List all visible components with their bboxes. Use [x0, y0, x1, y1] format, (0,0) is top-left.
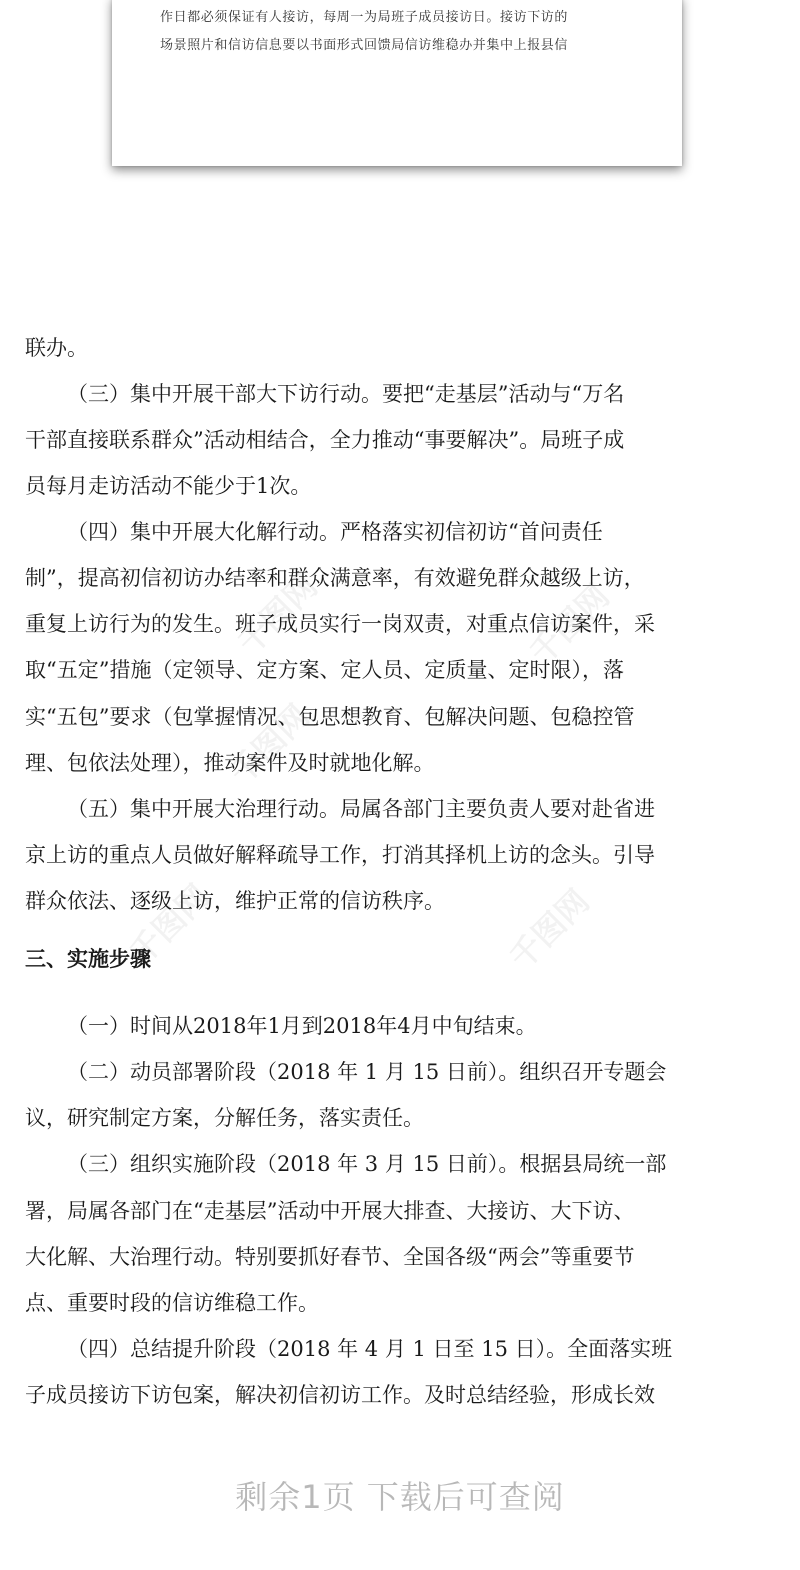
watermark-5: 千图网 [122, 877, 217, 972]
doc-line: （四）集中开展大化解行动。严格落实初信初访“首问责任 [67, 520, 603, 544]
watermark-4: 千图网 [502, 882, 597, 977]
doc-line: 实“五包”要求（包掌握情况、包思想教育、包解决问题、包稳控管 [25, 705, 635, 729]
doc-line: （四）总结提升阶段（2018 年 4 月 1 日至 15 日）。全面落实班 [67, 1337, 673, 1361]
doc-line: 员每月走访活动不能少于1次。 [25, 474, 312, 498]
doc-line: 制”，提高初信初访办结率和群众满意率，有效避免群众越级上访， [25, 566, 645, 590]
doc-line: （三）组织实施阶段（2018 年 3 月 15 日前）。根据县局统一部 [67, 1152, 667, 1176]
doc-line: （一）时间从2018年1月到2018年4月中旬结束。 [67, 1014, 537, 1038]
doc-line: 联办。 [25, 336, 88, 360]
doc-line: 京上访的重点人员做好解释疏导工作，打消其择机上访的念头。引导 [25, 843, 655, 867]
watermark-2: 千图网 [522, 577, 617, 672]
doc-line: 议，研究制定方案，分解任务，落实责任。 [25, 1106, 424, 1130]
previous-page-line: 场景照片和信访信息要以书面形式回馈局信访维稳办并集中上报县信 [160, 38, 569, 53]
doc-line: 干部直接联系群众”活动相结合，全力推动“事要解决”。局班子成 [25, 428, 625, 452]
doc-line: 子成员接访下访包案，解决初信初访工作。及时总结经验，形成长效 [25, 1383, 655, 1407]
watermark-1: 千图网 [230, 567, 325, 662]
doc-line: 署，局属各部门在“走基层”活动中开展大排查、大接访、大下访、 [25, 1199, 635, 1223]
section-heading: 三、实施步骤 [25, 947, 151, 971]
doc-line: 取“五定”措施（定领导、定方案、定人员、定质量、定时限），落 [25, 658, 624, 682]
doc-line: 群众依法、逐级上访，维护正常的信访秩序。 [25, 889, 445, 913]
doc-line: （三）集中开展干部大下访行动。要把“走基层”活动与“万名 [67, 382, 625, 406]
previous-page-preview [112, 0, 682, 166]
doc-line: 大化解、大治理行动。特别要抓好春节、全国各级“两会”等重要节 [25, 1245, 635, 1269]
doc-line: （五）集中开展大治理行动。局属各部门主要负责人要对赴省进 [67, 797, 655, 821]
watermark-3: 千图网 [222, 697, 317, 792]
previous-page-line: 作日都必须保证有人接访，每周一为局班子成员接访日。接访下访的 [160, 10, 569, 25]
doc-line: 点、重要时段的信访维稳工作。 [25, 1291, 319, 1315]
doc-line: 理、包依法处理），推动案件及时就地化解。 [25, 751, 435, 775]
download-prompt[interactable]: 剩余1页 下载后可查阅 [235, 1478, 565, 1516]
doc-line: 重复上访行为的发生。班子成员实行一岗双责，对重点信访案件，采 [25, 612, 655, 636]
doc-line: （二）动员部署阶段（2018 年 1 月 15 日前）。组织召开专题会 [67, 1060, 667, 1084]
